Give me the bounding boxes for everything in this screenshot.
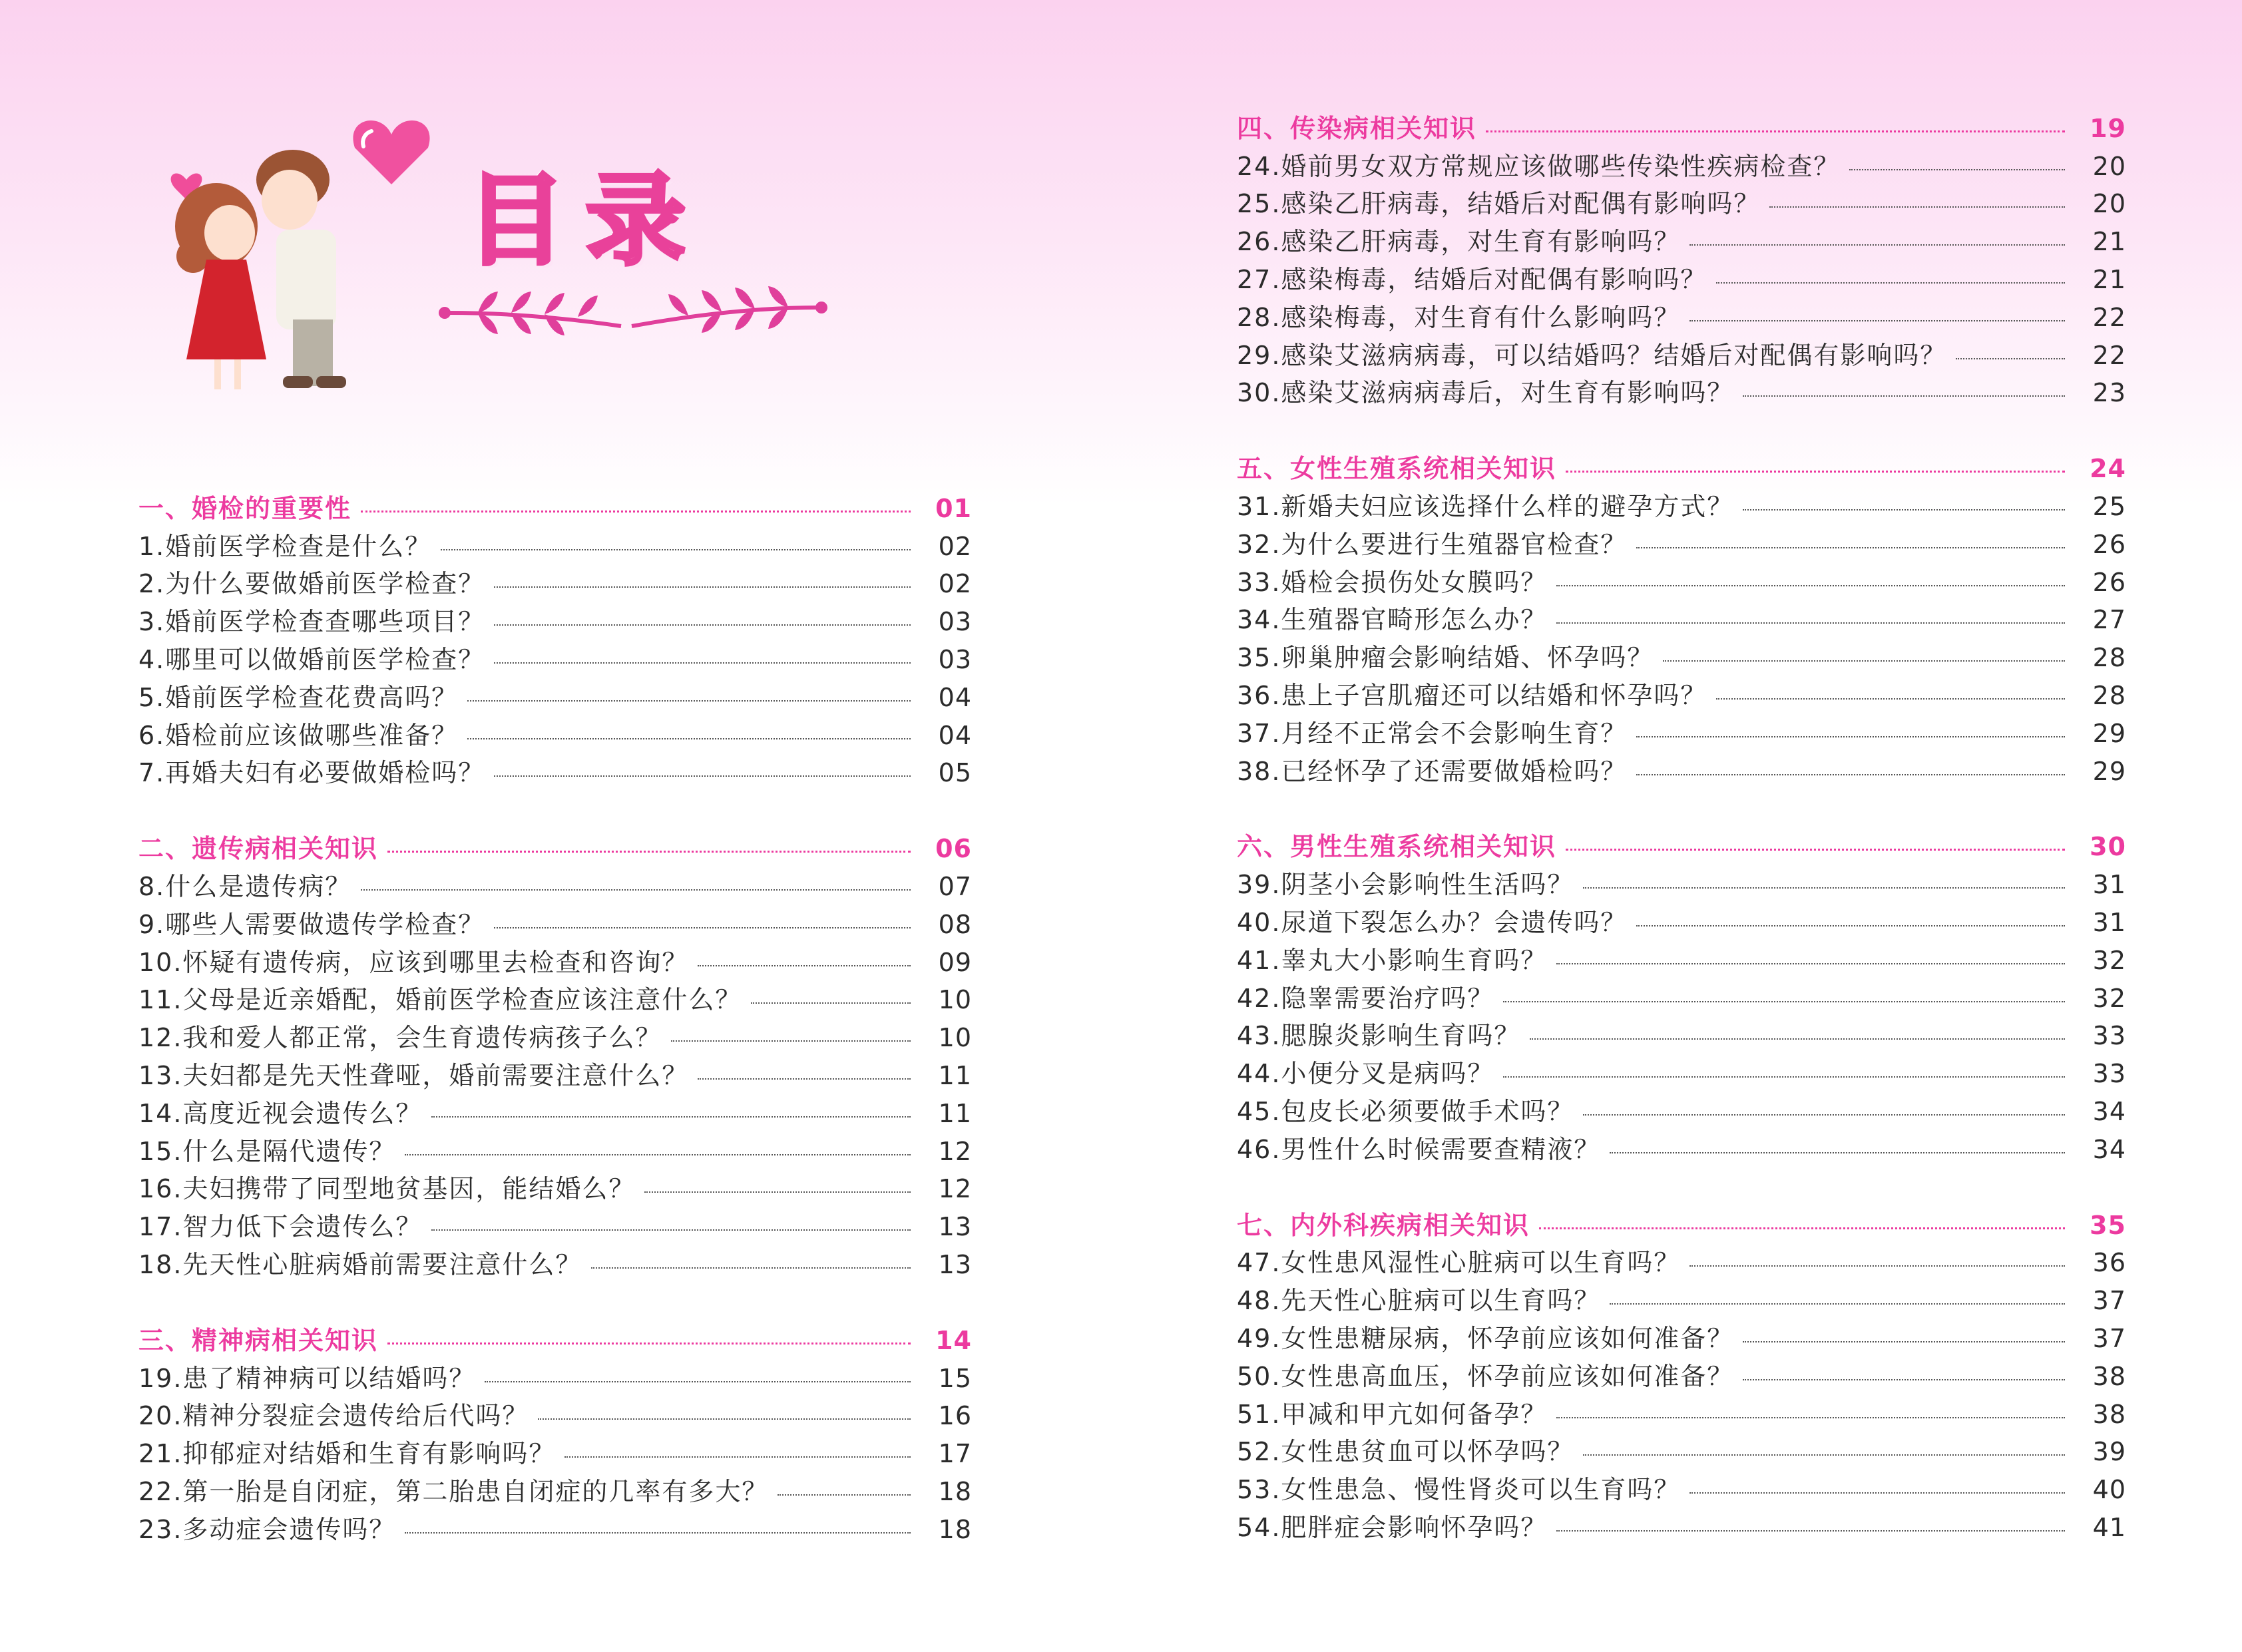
entry-title: 51.甲减和甲亢如何备孕？	[1237, 1399, 1548, 1429]
entry-title: 4.哪里可以做婚前医学检查？	[138, 644, 485, 674]
entry-page-number: 34	[2092, 1134, 2126, 1164]
entry-page-number: 17	[938, 1439, 972, 1469]
heart-icon	[345, 114, 438, 188]
entry-page-number: 31	[2092, 907, 2126, 937]
entry-title: 19.患了精神病可以结婚吗？	[138, 1363, 476, 1393]
toc-entry[interactable]	[138, 1018, 972, 1056]
dot-leader	[1636, 736, 2065, 737]
toc-entry[interactable]	[1237, 1054, 2126, 1092]
entry-title: 29.感染艾滋病病毒，可以结婚吗？结婚后对配偶有影响吗？	[1237, 340, 1947, 370]
section-title: 二、遗传病相关知识	[138, 834, 379, 864]
toc-right-column	[1237, 109, 2126, 1584]
entry-page-number: 18	[938, 1476, 972, 1506]
toc-entry[interactable]	[1237, 903, 2126, 941]
toc-entry[interactable]	[1237, 1508, 2126, 1546]
entry-title: 28.感染梅毒，对生育有什么影响吗？	[1237, 302, 1681, 332]
entry-page-number: 02	[938, 531, 972, 561]
entry-page-number: 36	[2092, 1248, 2126, 1278]
entry-title: 53.女性患急、慢性肾炎可以生育吗？	[1237, 1475, 1681, 1505]
toc-entry[interactable]	[138, 754, 972, 792]
entry-title: 21.抑郁症对结婚和生育有影响吗？	[138, 1439, 556, 1469]
dot-leader	[538, 1418, 911, 1420]
dot-leader	[1503, 1076, 2065, 1078]
dot-leader	[1636, 925, 2065, 927]
toc-entry[interactable]	[1237, 1433, 2126, 1471]
entry-page-number: 28	[2092, 643, 2126, 673]
entry-title: 38.已经怀孕了还需要做婚检吗？	[1237, 756, 1628, 786]
page-title: 目录	[466, 163, 706, 279]
dot-leader	[387, 851, 911, 853]
entry-page-number: 20	[2092, 189, 2126, 219]
toc-entry[interactable]	[138, 1510, 972, 1548]
entry-page-number: 39	[2092, 1437, 2126, 1467]
entry-title: 31.新婚夫妇应该选择什么样的避孕方式？	[1237, 491, 1734, 521]
dot-leader	[1556, 585, 2065, 586]
entry-title: 32.为什么要进行生殖器官检查？	[1237, 529, 1628, 559]
dot-leader	[1689, 320, 2065, 321]
dot-leader	[1583, 887, 2065, 889]
toc-entry[interactable]	[138, 640, 972, 678]
section-page-number: 01	[935, 493, 972, 523]
dot-leader	[467, 738, 911, 739]
dot-leader	[1583, 1454, 2065, 1456]
leaf-branch-icon	[438, 286, 624, 339]
toc-entry[interactable]	[138, 602, 972, 640]
toc-entry[interactable]	[138, 1170, 972, 1208]
entry-title: 37.月经不正常会不会影响生育？	[1237, 718, 1628, 748]
dot-leader	[1556, 1530, 2065, 1532]
dot-leader	[431, 1116, 911, 1118]
entry-title: 41.睾丸大小影响生育吗？	[1237, 945, 1548, 975]
section-page-number: 35	[2090, 1210, 2126, 1240]
entry-page-number: 10	[938, 1023, 972, 1053]
entry-page-number: 26	[2092, 529, 2126, 559]
section-heading[interactable]	[138, 489, 972, 527]
entry-title: 45.包皮长必须要做手术吗？	[1237, 1096, 1574, 1126]
entry-title: 52.女性患贫血可以怀孕吗？	[1237, 1437, 1574, 1467]
entry-title: 33.婚检会损伤处女膜吗？	[1237, 567, 1548, 597]
dot-leader	[361, 889, 911, 891]
toc-entry[interactable]	[138, 1245, 972, 1283]
toc-entry[interactable]	[1237, 714, 2126, 752]
toc-entry[interactable]	[1237, 336, 2126, 374]
entry-title: 35.卵巢肿瘤会影响结婚、怀孕吗？	[1237, 643, 1654, 673]
entry-title: 27.感染梅毒，结婚后对配偶有影响吗？	[1237, 264, 1707, 294]
entry-title: 18.先天性心脏病婚前需要注意什么？	[138, 1249, 582, 1279]
entry-page-number: 11	[938, 1098, 972, 1128]
entry-title: 1.婚前医学检查是什么？	[138, 531, 432, 561]
section-title: 六、男性生殖系统相关知识	[1237, 832, 1557, 862]
section-heading[interactable]	[138, 1321, 972, 1359]
dot-leader	[1636, 774, 2065, 775]
toc-entry[interactable]	[138, 716, 972, 754]
toc-entry[interactable]	[138, 943, 972, 981]
entry-page-number: 34	[2092, 1096, 2126, 1126]
dot-leader	[1539, 1227, 2065, 1229]
toc-entry[interactable]	[138, 678, 972, 716]
entry-page-number: 08	[938, 909, 972, 939]
dot-leader	[564, 1456, 911, 1458]
dot-leader	[467, 700, 911, 702]
toc-entry[interactable]	[138, 1056, 972, 1094]
section-title: 五、女性生殖系统相关知识	[1237, 454, 1557, 484]
dot-leader	[671, 1040, 911, 1042]
entry-page-number: 11	[938, 1060, 972, 1090]
dot-leader	[1849, 169, 2065, 170]
entry-title: 39.阴茎小会影响性生活吗？	[1237, 870, 1574, 900]
entry-page-number: 38	[2092, 1399, 2126, 1429]
entry-title: 17.智力低下会遗传么？	[138, 1212, 423, 1242]
toc-entry[interactable]	[1237, 525, 2126, 563]
entry-page-number: 10	[938, 985, 972, 1015]
toc-entry[interactable]	[138, 1434, 972, 1472]
entry-title: 23.多动症会遗传吗？	[138, 1514, 396, 1544]
entry-page-number: 02	[938, 569, 972, 599]
section-page-number: 06	[935, 834, 972, 864]
entry-page-number: 32	[2092, 983, 2126, 1013]
toc-entry[interactable]	[1237, 298, 2126, 336]
toc-entry[interactable]	[138, 1472, 972, 1510]
toc-entry[interactable]	[1237, 1130, 2126, 1168]
dot-leader	[1743, 1379, 2065, 1380]
toc-entry[interactable]	[1237, 563, 2126, 601]
toc-entry[interactable]	[1237, 222, 2126, 260]
entry-page-number: 29	[2092, 718, 2126, 748]
entry-title: 54.肥胖症会影响怀孕吗？	[1237, 1512, 1548, 1542]
section-heading[interactable]	[1237, 828, 2126, 866]
entry-title: 36.患上子宫肌瘤还可以结婚和怀孕吗？	[1237, 680, 1707, 710]
section-title: 四、传染病相关知识	[1237, 113, 1477, 143]
entry-title: 42.隐睾需要治疗吗？	[1237, 983, 1494, 1013]
dot-leader	[1716, 698, 2065, 700]
toc-entry[interactable]	[1237, 1092, 2126, 1130]
dot-leader	[1556, 622, 2065, 624]
toc-entry[interactable]	[1237, 865, 2126, 903]
entry-page-number: 22	[2092, 302, 2126, 332]
entry-title: 24.婚前男女双方常规应该做哪些传染性疾病检查？	[1237, 151, 1841, 181]
section-page-number: 24	[2090, 454, 2126, 484]
entry-title: 11.父母是近亲婚配，婚前医学检查应该注意什么？	[138, 985, 742, 1015]
toc-entry[interactable]	[138, 1094, 972, 1132]
entry-page-number: 40	[2092, 1475, 2126, 1505]
toc-entry[interactable]	[1237, 1281, 2126, 1319]
dot-leader	[1610, 1152, 2065, 1153]
section-heading[interactable]	[1237, 1206, 2126, 1244]
toc-section	[1237, 828, 2126, 1168]
entry-page-number: 16	[938, 1401, 972, 1431]
entry-page-number: 07	[938, 871, 972, 901]
toc-entry[interactable]	[1237, 1395, 2126, 1433]
dot-leader	[361, 511, 911, 513]
entry-title: 25.感染乙肝病毒，结婚后对配偶有影响吗？	[1237, 189, 1761, 219]
entry-page-number: 41	[2092, 1512, 2126, 1542]
dot-leader	[405, 1154, 911, 1155]
entry-title: 6.婚检前应该做哪些准备？	[138, 720, 459, 750]
toc-entry[interactable]	[1237, 1017, 2126, 1055]
entry-page-number: 09	[938, 947, 972, 977]
dot-leader	[494, 586, 911, 588]
toc-section	[1237, 449, 2126, 789]
entry-page-number: 22	[2092, 340, 2126, 370]
dot-leader	[1956, 358, 2065, 359]
entry-page-number: 29	[2092, 756, 2126, 786]
entry-page-number: 04	[938, 720, 972, 750]
entry-title: 16.夫妇携带了同型地贫基因，能结婚么？	[138, 1174, 636, 1204]
dot-leader	[431, 1229, 911, 1231]
dot-leader	[778, 1494, 911, 1496]
toc-entry[interactable]	[1237, 260, 2126, 298]
entry-title: 26.感染乙肝病毒，对生育有影响吗？	[1237, 227, 1681, 257]
toc-section	[1237, 109, 2126, 411]
entry-title: 44.小便分叉是病吗？	[1237, 1059, 1494, 1089]
toc-entry[interactable]	[138, 527, 972, 565]
entry-page-number: 38	[2092, 1361, 2126, 1391]
section-heading[interactable]	[138, 829, 972, 867]
dot-leader	[1689, 1265, 2065, 1267]
entry-page-number: 04	[938, 682, 972, 712]
toc-entry[interactable]	[1237, 979, 2126, 1017]
dot-leader	[494, 662, 911, 664]
dot-leader	[1583, 1114, 2065, 1116]
entry-title: 43.腮腺炎影响生育吗？	[1237, 1021, 1521, 1051]
dot-leader	[698, 965, 911, 966]
toc-entry[interactable]	[1237, 147, 2126, 185]
dot-leader	[644, 1191, 911, 1193]
dot-leader	[1743, 509, 2065, 511]
toc-section	[1237, 1206, 2126, 1546]
section-title: 一、婚检的重要性	[138, 493, 352, 523]
entry-page-number: 26	[2092, 567, 2126, 597]
dot-leader	[441, 549, 911, 550]
toc-section	[138, 489, 972, 791]
dot-leader	[494, 775, 911, 777]
toc-entry[interactable]	[1237, 752, 2126, 790]
dot-leader	[1716, 282, 2065, 284]
toc-entry[interactable]	[138, 1132, 972, 1170]
entry-page-number: 13	[938, 1249, 972, 1279]
entry-title: 47.女性患风湿性心脏病可以生育吗？	[1237, 1248, 1681, 1278]
section-page-number: 14	[935, 1325, 972, 1355]
entry-title: 12.我和爱人都正常，会生育遗传病孩子么？	[138, 1023, 662, 1053]
entry-page-number: 33	[2092, 1059, 2126, 1089]
toc-entry[interactable]	[1237, 487, 2126, 525]
entry-page-number: 25	[2092, 491, 2126, 521]
toc-entry[interactable]	[1237, 638, 2126, 676]
dot-leader	[1503, 1001, 2065, 1002]
dot-leader	[387, 1342, 911, 1344]
dot-leader	[1566, 471, 2065, 473]
entry-page-number: 21	[2092, 264, 2126, 294]
section-title: 七、内外科疾病相关知识	[1237, 1210, 1530, 1240]
toc-entry[interactable]	[1237, 374, 2126, 412]
leaf-branch-icon	[628, 286, 828, 339]
dot-leader	[1769, 206, 2065, 208]
dot-leader	[1556, 963, 2065, 964]
entry-title: 40.尿道下裂怎么办？会遗传吗？	[1237, 907, 1628, 937]
entry-title: 10.怀疑有遗传病，应该到哪里去检查和咨询？	[138, 947, 689, 977]
toc-entry[interactable]	[138, 981, 972, 1019]
section-page-number: 30	[2090, 832, 2126, 862]
dot-leader	[1556, 1417, 2065, 1418]
entry-title: 2.为什么要做婚前医学检查？	[138, 569, 485, 599]
dot-leader	[494, 927, 911, 929]
dot-leader	[1636, 547, 2065, 548]
entry-page-number: 21	[2092, 227, 2126, 257]
toc-entry[interactable]	[138, 1359, 972, 1397]
entry-page-number: 13	[938, 1212, 972, 1242]
entry-title: 15.什么是隔代遗传？	[138, 1136, 396, 1166]
entry-page-number: 03	[938, 607, 972, 637]
entry-page-number: 12	[938, 1136, 972, 1166]
entry-title: 48.先天性心脏病可以生育吗？	[1237, 1286, 1601, 1316]
dot-leader	[698, 1078, 911, 1080]
toc-entry[interactable]	[138, 905, 972, 943]
toc-left-column	[138, 489, 972, 1586]
section-heading[interactable]	[1237, 449, 2126, 487]
entry-title: 7.再婚夫妇有必要做婚检吗？	[138, 758, 485, 788]
dot-leader	[591, 1267, 911, 1269]
toc-entry[interactable]	[138, 1397, 972, 1435]
entry-title: 14.高度近视会遗传么？	[138, 1098, 423, 1128]
dot-leader	[1610, 1303, 2065, 1305]
dot-leader	[1689, 244, 2065, 246]
entry-title: 13.夫妇都是先天性聋哑，婚前需要注意什么？	[138, 1060, 689, 1090]
toc-section	[138, 829, 972, 1283]
dot-leader	[751, 1002, 911, 1004]
dot-leader	[494, 624, 911, 626]
entry-page-number: 05	[938, 758, 972, 788]
toc-entry[interactable]	[1237, 1357, 2126, 1395]
entry-title: 30.感染艾滋病病毒后，对生育有影响吗？	[1237, 378, 1734, 408]
entry-page-number: 32	[2092, 945, 2126, 975]
dot-leader	[1566, 849, 2065, 851]
toc-entry[interactable]	[138, 867, 972, 905]
toc-entry[interactable]	[1237, 185, 2126, 223]
toc-entry[interactable]	[1237, 1244, 2126, 1282]
entry-title: 34.生殖器官畸形怎么办？	[1237, 605, 1548, 635]
toc-entry[interactable]	[138, 1207, 972, 1245]
entry-title: 46.男性什么时候需要查精液？	[1237, 1134, 1601, 1164]
dot-leader	[1486, 130, 2065, 132]
entry-title: 8.什么是遗传病？	[138, 871, 352, 901]
entry-title: 49.女性患糖尿病，怀孕前应该如何准备？	[1237, 1323, 1734, 1353]
toc-entry[interactable]	[138, 565, 972, 603]
entry-title: 20.精神分裂症会遗传给后代吗？	[138, 1401, 529, 1431]
toc-entry[interactable]	[1237, 1470, 2126, 1508]
entry-page-number: 28	[2092, 680, 2126, 710]
entry-page-number: 03	[938, 644, 972, 674]
dot-leader	[1743, 395, 2065, 397]
dot-leader	[1530, 1038, 2065, 1040]
dot-leader	[1663, 660, 2065, 662]
dot-leader	[1689, 1492, 2065, 1494]
dot-leader	[405, 1532, 911, 1534]
entry-page-number: 37	[2092, 1286, 2126, 1316]
entry-page-number: 18	[938, 1514, 972, 1544]
entry-title: 50.女性患高血压，怀孕前应该如何准备？	[1237, 1361, 1734, 1391]
entry-page-number: 37	[2092, 1323, 2126, 1353]
dot-leader	[485, 1381, 911, 1382]
couple-illustration	[160, 106, 373, 393]
entry-page-number: 12	[938, 1174, 972, 1204]
entry-page-number: 33	[2092, 1021, 2126, 1051]
entry-page-number: 15	[938, 1363, 972, 1393]
section-heading[interactable]	[1237, 109, 2126, 147]
entry-title: 3.婚前医学检查查哪些项目？	[138, 607, 485, 637]
entry-title: 5.婚前医学检查花费高吗？	[138, 682, 459, 712]
toc-entry[interactable]	[1237, 601, 2126, 639]
toc-entry[interactable]	[1237, 941, 2126, 979]
section-title: 三、精神病相关知识	[138, 1325, 379, 1355]
section-page-number: 19	[2090, 113, 2126, 143]
entry-title: 9.哪些人需要做遗传学检查？	[138, 909, 485, 939]
entry-page-number: 27	[2092, 605, 2126, 635]
toc-entry[interactable]	[1237, 1319, 2126, 1357]
entry-page-number: 23	[2092, 378, 2126, 408]
entry-page-number: 20	[2092, 151, 2126, 181]
toc-entry[interactable]	[1237, 676, 2126, 714]
entry-page-number: 31	[2092, 870, 2126, 900]
dot-leader	[1743, 1341, 2065, 1342]
entry-title: 22.第一胎是自闭症，第二胎患自闭症的几率有多大？	[138, 1476, 769, 1506]
toc-section	[138, 1321, 972, 1548]
